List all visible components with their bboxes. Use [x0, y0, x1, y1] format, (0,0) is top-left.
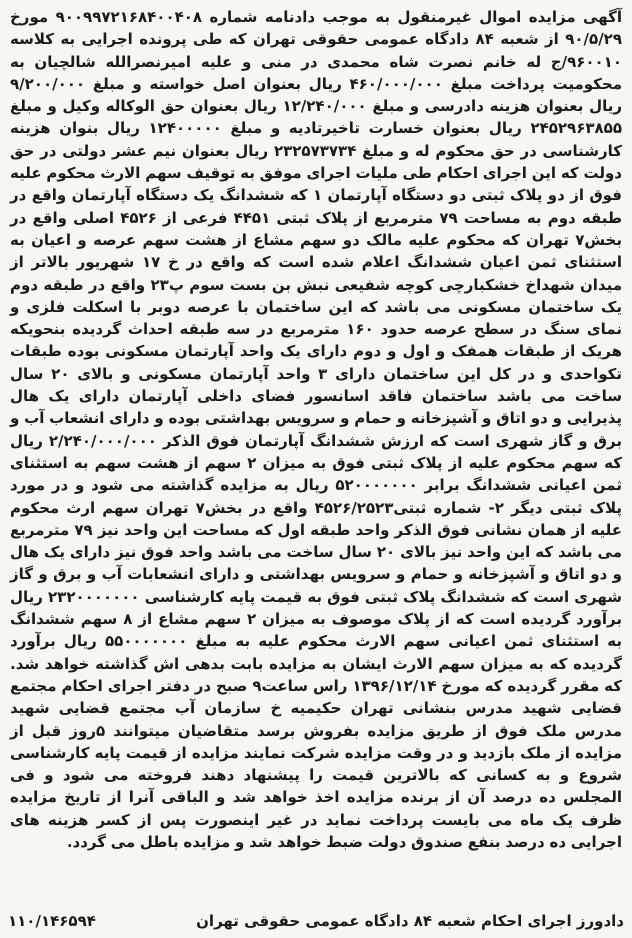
auction-notice-body: آگهی مزایده اموال غیرمنقول به موجب دادنامه شماره ۹۰۰۹۹۷۲۱۶۸۴۰۰۴۰۸ مورخ ۹۰/۵/۲۹ از شعبه ۸۴ دادگاه عمومی حقوقی تهران که طی پرونده اجرایی به کلاسه ۹۶۰۰۱۰/ج له خانم نصرت شاه محمدی در منی و علیه امیرنصرالله شالچیان به محکومیت پرداخت مبلغ ۴۶۰/۰۰۰/۰۰۰ ریال بعنوان اصل خواسته و مبلغ ۹/۲۰۰/۰۰۰ ریال بعنوان هزینه دادرسی و مبلغ ۱۲/۲۴۰/۰۰۰ ریال بعنوان حق الوکاله وکیل و مبلغ ۲۴۵۲۹۶۳۸۵۵ ریال بعنوان خسارت تاخیرتادیه و مبلغ ۱۲۴۰۰۰۰۰ ریال بنوان هزینه کارشناسی در حق محکوم له و مبلغ ۲۳۲۵۷۳۷۳۴ ریال بعنوان نیم عشر دولتی در حق دولت که این اجرای احکام طی ملیات اجرای موفق به توقیف سهم الارث محکوم علیه فوق از دو پلاک ثبتی دو دستگاه آپارتمان ۱ که ششدانگ یک دستگاه آپارتمان واقع در طبقه دوم به مساحت ۷۹ مترمربع از پلاک ثبتی ۴۴۵۱ فرعی از ۴۵۲۶ اصلی واقع در بخش۷ تهران که محکوم علیه مالک دو سهم مشاع از هشت سهم عرصه و اعیان به استثنای ثمن اعیان ششدانگ اعلام شده است که واقع در خ ۱۷ شهریور بالاتر از میدان شهداخ خشکبارچی کوچه شفیعی نبش بن بست سوم پ۲۳ واقع در طبقه دوم یک ساختمان مسکونی می باشد که این ساختمان با عرصه دوبر با اسکلت فلزی و نمای سنگ در سطح عرصه حدود ۱۶۰ مترمربع در سه طبقه احداث گردیده بنحویکه هریک از طبقات همفک و اول و دوم دارای یک واحد آپارتمان مسکونی بوده طبقات تکواحدی و در کل این ساختمان دارای ۳ واحد آپارتمان مسکونی و بالای ۲۰ سال ساخت می باشد ساختمان فاقد اسانسور فضای داخلی آپارتمان دارای یک هال پذیرایی و دو اتاق و آشپزخانه و حمام و سرویس بهداشتی بوده و دارای انشعاب آب و برق و گاز شهری است که ارزش ششدانگ آپارتمان فوق الذکر ۲/۲۴۰/۰۰۰/۰۰۰ ریال که سهم محکوم علیه از پلاک ثبتی فوق به میزان ۲ سهم از هشت سهم به استثنای ثمن اعیانی ششدانگ برابر ۵۲۰۰۰۰۰۰۰ ریال به مزایده گذاشته می شود و در مورد پلاک ثبتی دیگر ۲- شماره ثبتی۴۵۲۶/۲۵۲۳ واقع در بخش۷ تهران سهم ارث محکوم علیه از همان نشانی فوق الذکر واحد طبقه اول که مساحت این واحد نیز ۷۹ مترمربع می باشد که این واحد نیز بالای ۲۰ سال ساخت می باشد واحد فوق نیز دارای یک هال و دو اتاق و آشپزخانه و حمام و سرویس بهداشتی و دارای انشعابات آب و برق و گاز شهری است که ششدانگ پلاک ثبتی فوق به قیمت پایه کارشناسی ۲۳۲۰۰۰۰۰۰۰ ریال برآورد گردیده است که از پلاک موصوف به میزان ۲ سهم مشاع از ۸ سهم ششدانگ به استثنای ثمن اعیانی سهم الارث محکوم علیه به مبلغ ۵۵۰۰۰۰۰۰۰ ریال برآورد گردیده که به میزان سهم الارث ایشان به مزایده بابت بدهی اش گذاشته خواهد شد. که مقرر گردیده که مورخ ۱۳۹۶/۱۲/۱۴ راس ساعت۹ صبح در دفتر اجرای احکام مجتمع قضایی شهید مدرس بنشانی تهران حکیمیه خ سازمان آب مجتمع قضایی شهید مدرس ملک فوق از طریق مزایده بفروش برسد متقاضیان میتوانند ۵روز قبل از مزایده از ملک بازدید و در وقت مزایده شرکت نمایند مزایده از قیمت پایه کارشناسی شروع و به کسانی که بالاترین قیمت را پیشنهاد دهند فروخته می شود و فی المجلس ده درصد آن از برنده مزایده اخذ خواهد شد و الباقی آنرا از تاریخ مزایده ظرف یک ماه می بایست پرداخت نماید در غیر اینصورت پس از کسر هزینه های اجرایی ده درصد بنفع صندوق دولت ضبط خواهد شد و مزایده باطل می گردد.: [10, 8, 623, 851]
notice-footer: [8, 908, 624, 934]
notice-code: ۱۱۰/۱۴۶۵۹۴: [8, 912, 96, 930]
issuer-signature: دادورز اجرای احکام شعبه ۸۴ دادگاه عمومی حقوقی تهران: [196, 912, 624, 930]
